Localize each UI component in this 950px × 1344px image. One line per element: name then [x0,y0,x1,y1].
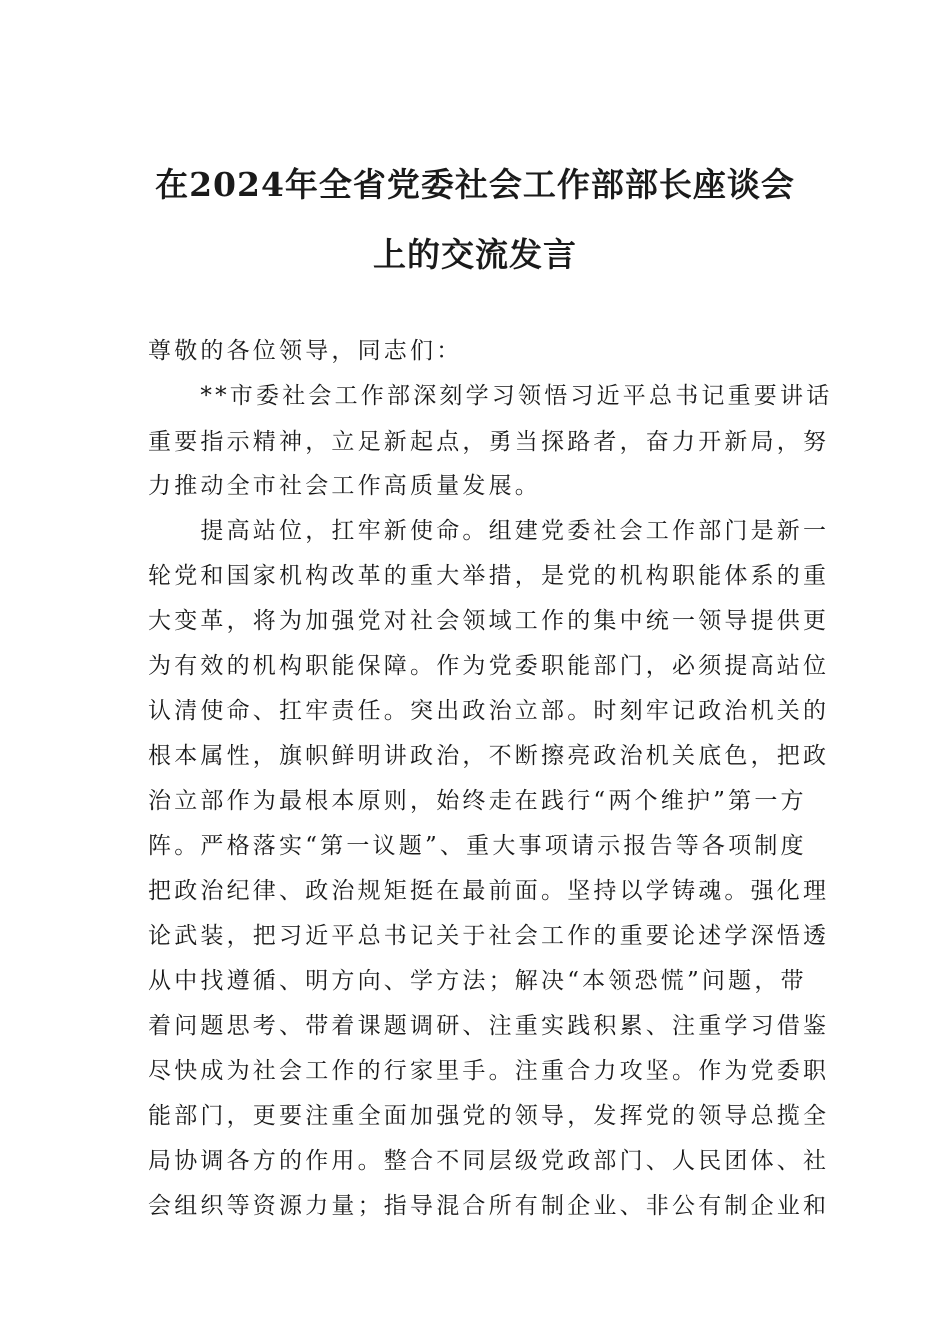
body-line: 为有效的机构职能保障。作为党委职能部门，必须提高站位 [148,653,830,679]
body-line: 大变革，将为加强党对社会领域工作的集中统一领导提供更 [148,608,830,634]
body-line: 认清使命、扛牢责任。突出政治立部。时刻牢记政治机关的 [148,698,830,724]
body-line: 根本属性，旗帜鲜明讲政治，不断擦亮政治机关底色，把政 [148,743,830,769]
body-line: 论武装，把习近平总书记关于社会工作的重要论述学深悟透 [148,923,830,949]
body-line: 轮党和国家机构改革的重大举措，是党的机构职能体系的重 [148,563,830,589]
body-line: **市委社会工作部深刻学习领悟习近平总书记重要讲话 [148,383,833,409]
body-line: 能部门，更要注重全面加强党的领导，发挥党的领导总揽全 [148,1103,830,1129]
body-line: 尽快成为社会工作的行家里手。注重合力攻坚。作为党委职 [148,1058,830,1084]
body-line: 阵。严格落实“第一议题”、重大事项请示报告等各项制度 [148,833,807,859]
body-line: 力推动全市社会工作高质量发展。 [148,473,541,499]
body-line: 提高站位，扛牢新使命。组建党委社会工作部门是新一 [148,518,830,544]
body-line: 着问题思考、带着课题调研、注重实践积累、注重学习借鉴 [148,1013,830,1039]
document-title-line-1: 在2024年全省党委社会工作部部长座谈会 [155,165,795,204]
body-line: 局协调各方的作用。整合不同层级党政部门、人民团体、社 [148,1148,830,1174]
body-line: 会组织等资源力量；指导混合所有制企业、非公有制企业和 [148,1193,830,1219]
body-line: 治立部作为最根本原则，始终走在践行“两个维护”第一方 [148,788,807,814]
document-title-line-2: 上的交流发言 [373,235,577,274]
body-line: 从中找遵循、明方向、学方法；解决“本领恐慌”问题，带 [148,968,807,994]
body-line: 把政治纪律、政治规矩挺在最前面。坚持以学铸魂。强化理 [148,878,830,904]
salutation: 尊敬的各位领导，同志们： [148,338,463,364]
body-line: 重要指示精神，立足新起点，勇当探路者，奋力开新局，努 [148,429,830,455]
